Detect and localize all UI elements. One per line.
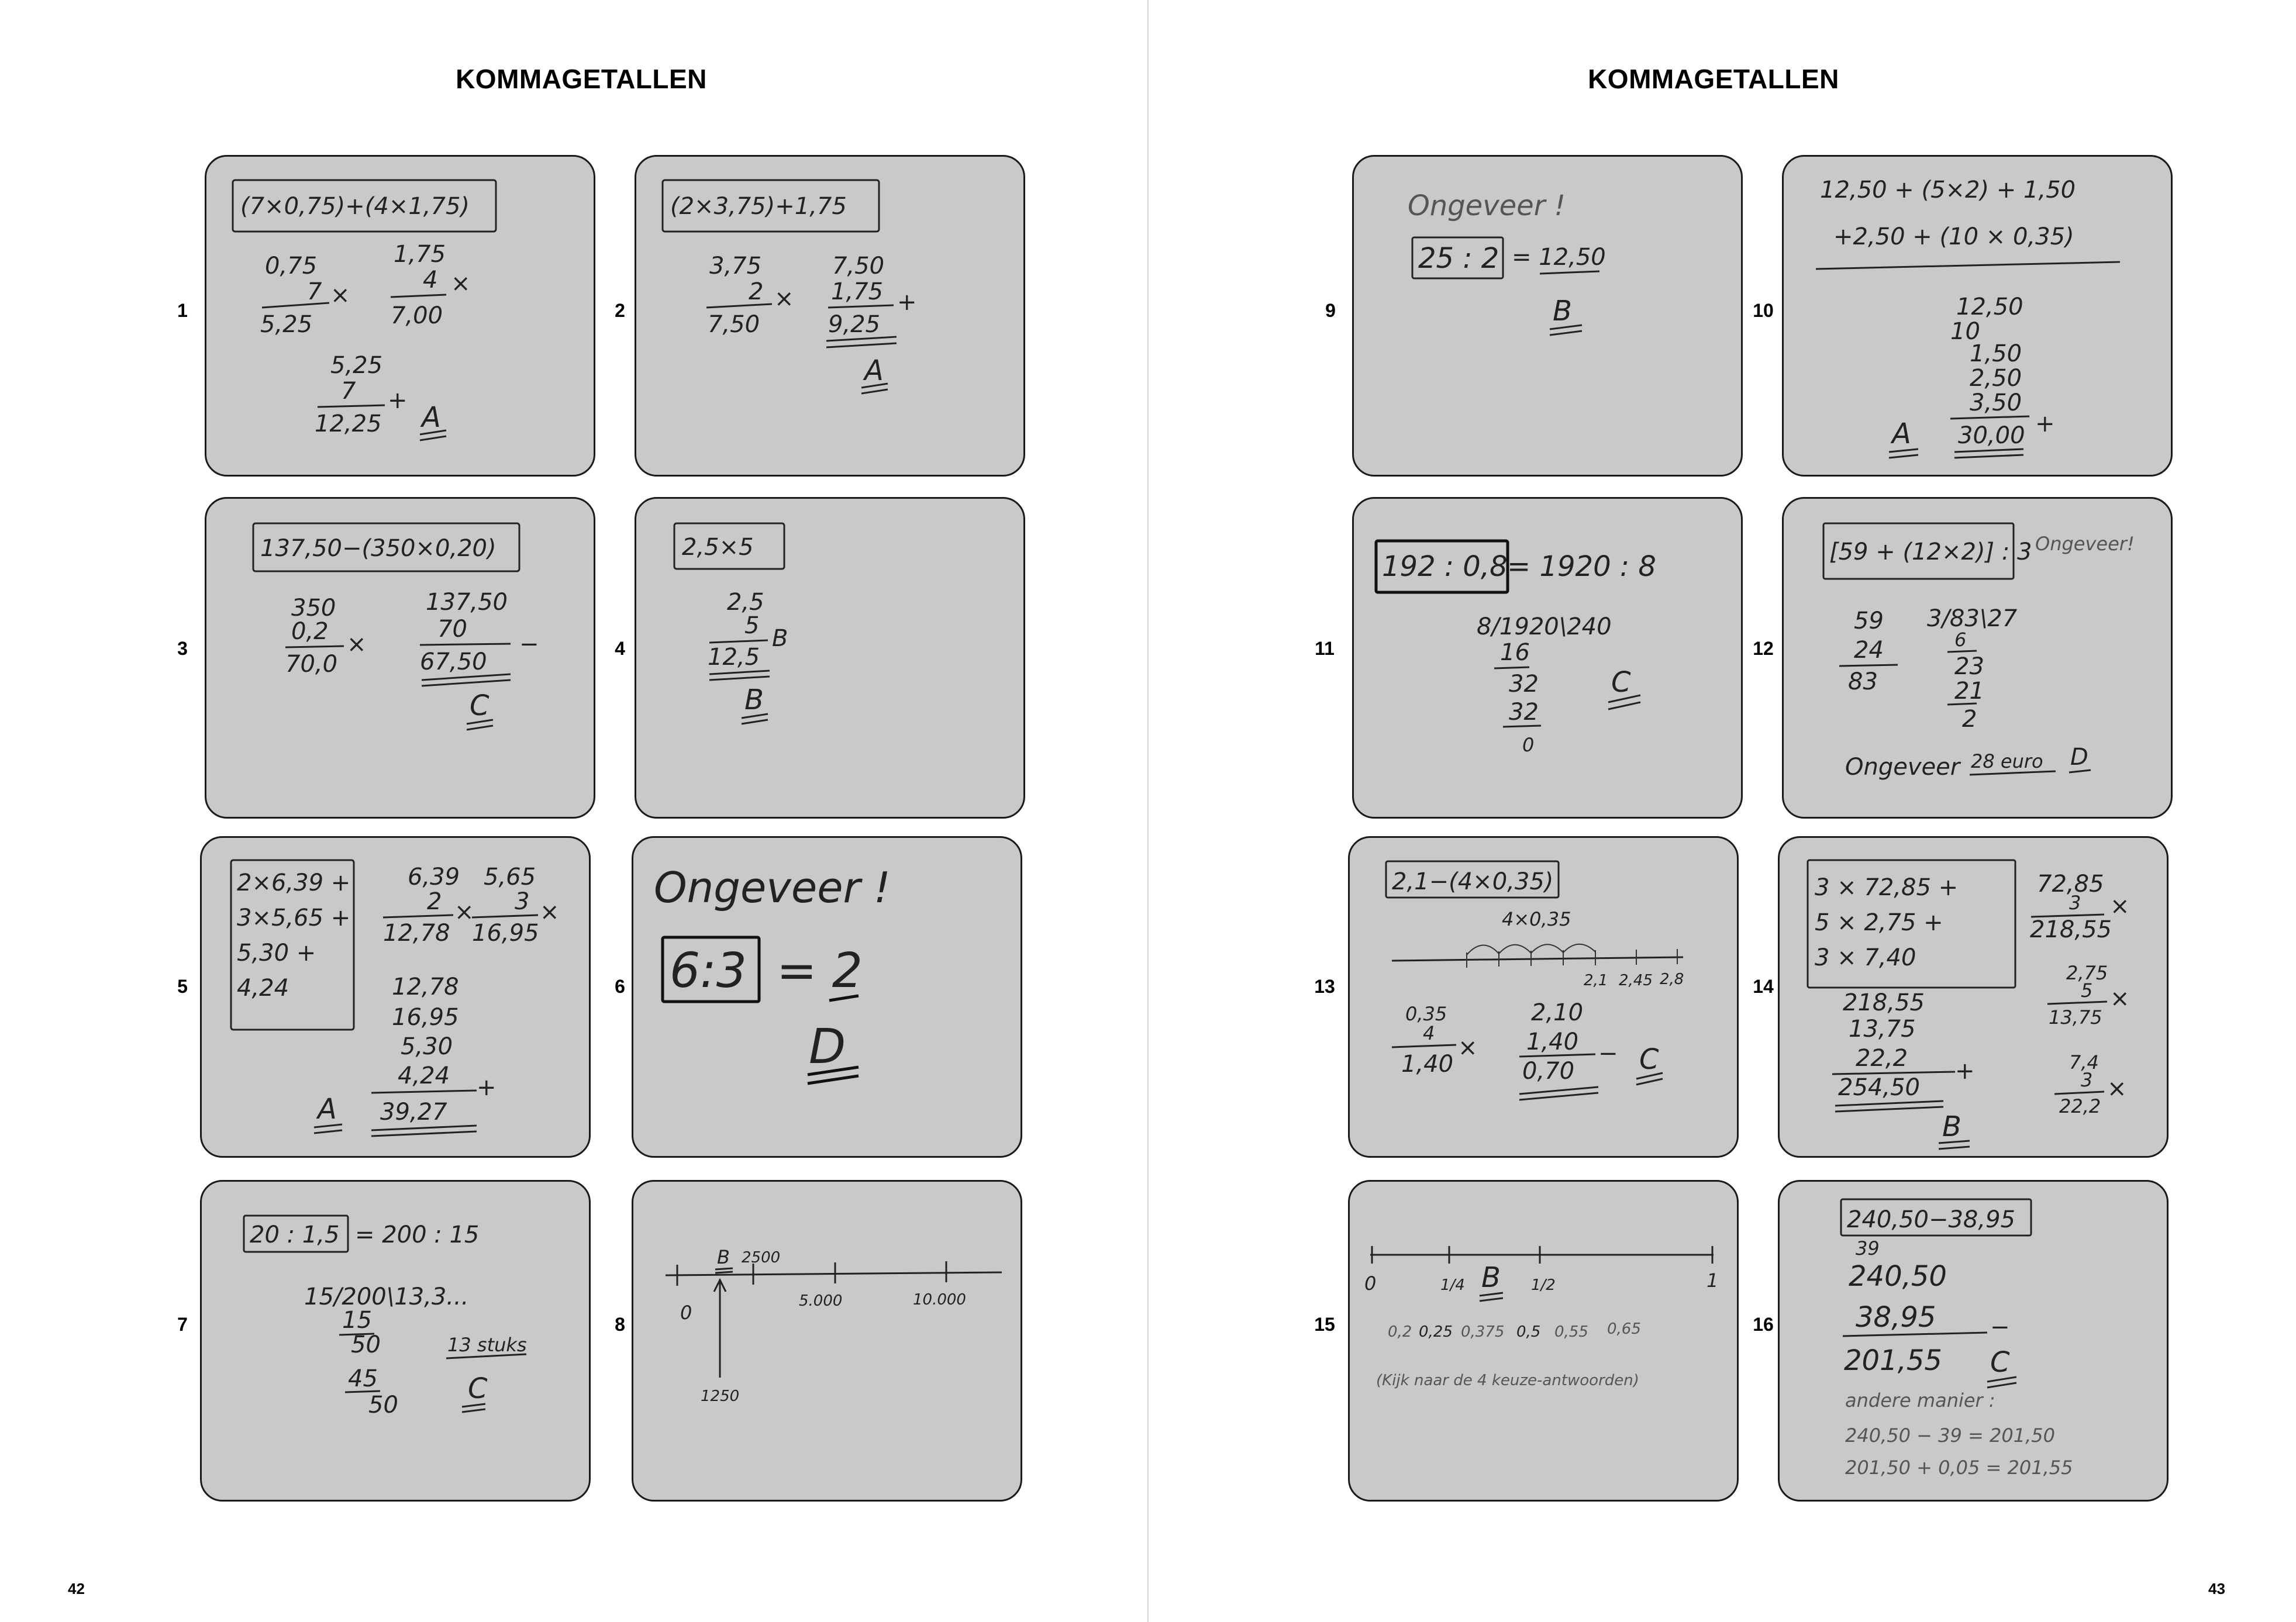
answer-letter: C bbox=[468, 1372, 488, 1405]
svg-text:×: × bbox=[451, 270, 471, 297]
svg-text:5.000: 5.000 bbox=[799, 1292, 843, 1310]
svg-text:Ongeveer: Ongeveer bbox=[1845, 754, 1960, 781]
svg-text:1,50: 1,50 bbox=[1970, 340, 2022, 367]
svg-text:= 200 : 15: = 200 : 15 bbox=[355, 1221, 480, 1248]
card-6-expression: 6:3 bbox=[670, 943, 747, 999]
svg-text:0,65: 0,65 bbox=[1607, 1320, 1641, 1338]
card-16 bbox=[1778, 1180, 2169, 1502]
svg-text:10.000: 10.000 bbox=[913, 1291, 966, 1309]
svg-text:0,35: 0,35 bbox=[1405, 1003, 1447, 1025]
svg-text:201,50 + 0,05 = 201,55: 201,50 + 0,05 = 201,55 bbox=[1845, 1457, 2073, 1479]
svg-text:201,55: 201,55 bbox=[1844, 1344, 1942, 1377]
svg-text:0,375: 0,375 bbox=[1461, 1323, 1505, 1341]
svg-text:×: × bbox=[774, 285, 794, 312]
card-3-expression: 137,50−(350×0,20) bbox=[260, 535, 497, 562]
svg-text:12,50: 12,50 bbox=[1956, 294, 2023, 320]
card-number: 9 bbox=[1325, 300, 1336, 321]
svg-text:8/1920\240: 8/1920\240 bbox=[1477, 613, 1612, 640]
svg-text:−: − bbox=[519, 631, 539, 658]
page-title-right: KOMMAGETALLEN bbox=[1588, 64, 1839, 94]
svg-text:5,25: 5,25 bbox=[260, 311, 313, 338]
answer-letter: B bbox=[1553, 295, 1572, 327]
answer-letter: C bbox=[1990, 1346, 2010, 1379]
svg-text:+2,50 + (10 × 0,35): +2,50 + (10 × 0,35) bbox=[1833, 223, 2074, 250]
svg-text:×: × bbox=[2107, 1075, 2127, 1102]
card-7-expression: 20 : 1,5 bbox=[250, 1221, 340, 1248]
svg-text:+: + bbox=[477, 1074, 497, 1101]
svg-text:5,30: 5,30 bbox=[401, 1033, 453, 1060]
card-number: 4 bbox=[615, 638, 625, 659]
answer-letter: A bbox=[1892, 417, 1911, 450]
svg-text:3: 3 bbox=[515, 888, 530, 915]
card-6 bbox=[632, 836, 1022, 1158]
svg-text:39,27: 39,27 bbox=[380, 1099, 447, 1126]
svg-text:3/83\27: 3/83\27 bbox=[1927, 605, 2018, 632]
svg-text:−: − bbox=[1990, 1314, 2010, 1341]
svg-text:15: 15 bbox=[342, 1307, 372, 1334]
svg-text:72,85: 72,85 bbox=[2037, 871, 2104, 898]
svg-text:7: 7 bbox=[307, 278, 322, 305]
svg-text:32: 32 bbox=[1509, 699, 1539, 726]
svg-text:4: 4 bbox=[1423, 1022, 1435, 1044]
card-number: 7 bbox=[177, 1314, 188, 1335]
svg-text:10: 10 bbox=[1950, 318, 1980, 345]
card-1 bbox=[205, 155, 595, 477]
svg-text:7,50: 7,50 bbox=[708, 311, 760, 338]
svg-text:70,0: 70,0 bbox=[285, 651, 338, 678]
answer-letter: D bbox=[2070, 744, 2088, 771]
svg-text:2,75: 2,75 bbox=[2066, 962, 2108, 984]
svg-text:240,50 − 39 = 201,50: 240,50 − 39 = 201,50 bbox=[1845, 1424, 2055, 1447]
card-number: 1 bbox=[177, 300, 188, 321]
svg-text:andere manier :: andere manier : bbox=[1845, 1389, 1995, 1412]
svg-text:0,5: 0,5 bbox=[1516, 1323, 1541, 1341]
svg-text:3×5,65 +: 3×5,65 + bbox=[237, 905, 351, 931]
card-12-remark: Ongeveer! bbox=[2035, 533, 2135, 555]
svg-text:×: × bbox=[454, 899, 474, 926]
svg-text:12,5: 12,5 bbox=[708, 644, 760, 671]
card-4-expression: 2,5×5 bbox=[682, 534, 754, 561]
svg-text:50: 50 bbox=[351, 1331, 381, 1358]
svg-text:0,2: 0,2 bbox=[291, 618, 329, 645]
svg-text:2500: 2500 bbox=[742, 1249, 781, 1266]
answer-letter: C bbox=[470, 689, 489, 722]
svg-text:2: 2 bbox=[749, 278, 764, 305]
svg-text:3,75: 3,75 bbox=[709, 253, 762, 279]
svg-text:B: B bbox=[772, 625, 788, 652]
svg-text:24: 24 bbox=[1854, 637, 1884, 664]
card-number: 11 bbox=[1315, 638, 1335, 659]
card-15 bbox=[1348, 1180, 1739, 1502]
card-10-expression: 12,50 + (5×2) + 1,50 bbox=[1820, 177, 2076, 203]
svg-text:1250: 1250 bbox=[701, 1388, 740, 1405]
card-13-expression: 2,1−(4×0,35) bbox=[1392, 868, 1554, 895]
answer-letter: A bbox=[422, 401, 441, 434]
svg-text:240,50: 240,50 bbox=[1849, 1260, 1947, 1293]
svg-text:22,2: 22,2 bbox=[2059, 1095, 2101, 1117]
svg-text:0,55: 0,55 bbox=[1554, 1323, 1588, 1341]
svg-text:13 stuks: 13 stuks bbox=[447, 1334, 527, 1356]
svg-text:+: + bbox=[2035, 410, 2055, 437]
svg-text:7,00: 7,00 bbox=[391, 302, 443, 329]
answer-letter: C bbox=[1611, 666, 1631, 699]
card-number: 14 bbox=[1753, 976, 1774, 997]
svg-text:39: 39 bbox=[1856, 1237, 1880, 1259]
svg-text:1/2: 1/2 bbox=[1531, 1276, 1556, 1294]
answer-letter: D bbox=[809, 1019, 846, 1075]
card-9 bbox=[1352, 155, 1743, 477]
card-number: 6 bbox=[615, 976, 625, 997]
svg-text:2: 2 bbox=[1962, 706, 1977, 733]
svg-text:67,50: 67,50 bbox=[420, 648, 487, 675]
card-11 bbox=[1352, 497, 1743, 819]
svg-text:28 euro: 28 euro bbox=[1971, 750, 2043, 772]
svg-text:45: 45 bbox=[348, 1365, 378, 1392]
svg-text:+: + bbox=[897, 289, 917, 316]
svg-text:83: 83 bbox=[1848, 668, 1878, 695]
svg-text:32: 32 bbox=[1509, 671, 1539, 698]
svg-text:1,75: 1,75 bbox=[831, 278, 884, 305]
svg-text:23: 23 bbox=[1954, 653, 1984, 680]
page-title-left: KOMMAGETALLEN bbox=[456, 64, 707, 94]
card-11-expression: 192 : 0,8 bbox=[1382, 550, 1508, 583]
card-14 bbox=[1778, 836, 2169, 1158]
card-6-remark: Ongeveer ! bbox=[654, 863, 891, 912]
answer-letter: B bbox=[744, 684, 764, 716]
card-14-expression: 3 × 72,85 + bbox=[1815, 874, 1959, 901]
svg-text:30,00: 30,00 bbox=[1958, 422, 2025, 449]
svg-text:3 × 7,40: 3 × 7,40 bbox=[1815, 944, 1916, 971]
svg-text:1,40: 1,40 bbox=[1401, 1051, 1454, 1078]
card-10 bbox=[1782, 155, 2173, 477]
svg-text:2: 2 bbox=[427, 888, 442, 915]
svg-text:4,24: 4,24 bbox=[237, 975, 289, 1002]
svg-text:16,95: 16,95 bbox=[472, 920, 539, 947]
svg-text:= 1920 : 8: = 1920 : 8 bbox=[1507, 550, 1656, 583]
svg-text:0: 0 bbox=[680, 1302, 692, 1324]
svg-text:7,50: 7,50 bbox=[832, 253, 885, 279]
svg-text:2,10: 2,10 bbox=[1531, 999, 1584, 1026]
svg-text:21: 21 bbox=[1954, 678, 1984, 705]
card-2 bbox=[635, 155, 1025, 477]
card-16-expression: 240,50−38,95 bbox=[1847, 1206, 2015, 1233]
svg-text:+: + bbox=[388, 387, 408, 414]
svg-text:3: 3 bbox=[2069, 892, 2081, 914]
card-7 bbox=[200, 1180, 591, 1502]
svg-text:1,75: 1,75 bbox=[394, 241, 446, 268]
page-number-left: 42 bbox=[68, 1580, 85, 1597]
answer-letter: B bbox=[717, 1246, 730, 1268]
svg-text:4×0,35: 4×0,35 bbox=[1502, 908, 1571, 930]
svg-text:−: − bbox=[1598, 1040, 1618, 1067]
svg-text:1: 1 bbox=[1707, 1269, 1719, 1292]
svg-text:2,8: 2,8 bbox=[1660, 971, 1684, 988]
svg-text:70: 70 bbox=[437, 616, 467, 643]
svg-text:7: 7 bbox=[341, 378, 356, 405]
svg-text:2,5: 2,5 bbox=[727, 589, 764, 616]
card-12-expression: [59 + (12×2)] : 3 bbox=[1829, 539, 2032, 565]
svg-text:5 × 2,75 +: 5 × 2,75 + bbox=[1815, 909, 1943, 936]
card-5-expression: 2×6,39 + bbox=[237, 869, 351, 896]
svg-text:0: 0 bbox=[1364, 1272, 1377, 1295]
svg-text:3: 3 bbox=[2081, 1069, 2093, 1091]
card-number: 8 bbox=[615, 1314, 625, 1335]
svg-text:12,78: 12,78 bbox=[383, 920, 450, 947]
svg-text:3,50: 3,50 bbox=[1970, 389, 2022, 416]
svg-text:0,2: 0,2 bbox=[1388, 1323, 1412, 1341]
svg-text:1,40: 1,40 bbox=[1526, 1029, 1579, 1055]
svg-text:2,1: 2,1 bbox=[1584, 972, 1608, 989]
answer-letter: B bbox=[1481, 1261, 1501, 1294]
svg-text:5,65: 5,65 bbox=[484, 864, 536, 891]
svg-text:5,30 +: 5,30 + bbox=[237, 940, 316, 967]
svg-text:218,55: 218,55 bbox=[2030, 916, 2112, 943]
card-9-remark: Ongeveer ! bbox=[1408, 189, 1566, 222]
card-1-expression: (7×0,75)+(4×1,75) bbox=[240, 193, 470, 220]
svg-text:4: 4 bbox=[423, 267, 438, 294]
svg-text:15/200\13,3...: 15/200\13,3... bbox=[304, 1283, 469, 1310]
svg-text:+: + bbox=[1955, 1058, 1975, 1085]
svg-text:6: 6 bbox=[1954, 629, 1967, 651]
svg-text:12,78: 12,78 bbox=[392, 974, 459, 1000]
svg-text:6,39: 6,39 bbox=[408, 864, 460, 891]
svg-text:16: 16 bbox=[1500, 639, 1530, 666]
spread-divider bbox=[1147, 0, 1149, 1622]
card-number: 15 bbox=[1314, 1314, 1335, 1335]
svg-text:9,25: 9,25 bbox=[828, 311, 881, 338]
svg-text:0: 0 bbox=[1522, 734, 1535, 756]
svg-text:1/4: 1/4 bbox=[1440, 1276, 1465, 1294]
card-number: 5 bbox=[177, 976, 188, 997]
page-number-right: 43 bbox=[2208, 1580, 2225, 1597]
svg-text:218,55: 218,55 bbox=[1843, 989, 1925, 1016]
svg-text:137,50: 137,50 bbox=[426, 589, 508, 616]
svg-text:×: × bbox=[2110, 893, 2130, 920]
svg-text:38,95: 38,95 bbox=[1856, 1301, 1936, 1334]
answer-letter: C bbox=[1639, 1043, 1659, 1076]
svg-text:5,25: 5,25 bbox=[330, 352, 383, 379]
card-2-expression: (2×3,75)+1,75 bbox=[670, 193, 847, 220]
answer-letter: A bbox=[318, 1093, 337, 1126]
card-number: 13 bbox=[1314, 976, 1335, 997]
answer-letter: B bbox=[1942, 1110, 1961, 1143]
svg-text:13,75: 13,75 bbox=[2049, 1006, 2102, 1029]
svg-text:22,2: 22,2 bbox=[1856, 1045, 1908, 1072]
svg-text:0,25: 0,25 bbox=[1419, 1323, 1453, 1341]
svg-text:254,50: 254,50 bbox=[1838, 1074, 1920, 1101]
card-number: 12 bbox=[1753, 638, 1774, 659]
svg-text:50: 50 bbox=[368, 1392, 398, 1419]
card-number: 3 bbox=[177, 638, 188, 659]
card-number: 16 bbox=[1753, 1314, 1774, 1335]
svg-text:16,95: 16,95 bbox=[392, 1004, 459, 1031]
card-9-expression: 25 : 2 bbox=[1418, 242, 1499, 275]
svg-text:×: × bbox=[540, 899, 560, 926]
svg-text:×: × bbox=[347, 631, 367, 658]
card-12 bbox=[1782, 497, 2173, 819]
card-8 bbox=[632, 1180, 1022, 1502]
svg-text:4,24: 4,24 bbox=[398, 1062, 450, 1089]
svg-text:2,50: 2,50 bbox=[1970, 365, 2022, 392]
svg-text:×: × bbox=[1458, 1034, 1478, 1061]
svg-text:59: 59 bbox=[1854, 608, 1884, 634]
svg-text:0,75: 0,75 bbox=[265, 253, 318, 279]
card-3 bbox=[205, 497, 595, 819]
card-13 bbox=[1348, 836, 1739, 1158]
svg-text:7,4: 7,4 bbox=[2069, 1051, 2099, 1074]
answer-letter: A bbox=[864, 354, 884, 387]
svg-text:350: 350 bbox=[291, 595, 336, 622]
svg-text:12,25: 12,25 bbox=[315, 410, 382, 437]
svg-text:= 12,50: = 12,50 bbox=[1512, 244, 1606, 271]
card-5 bbox=[200, 836, 591, 1158]
svg-text:(Kijk naar de 4 keuze-antwoord: (Kijk naar de 4 keuze-antwoorden) bbox=[1376, 1372, 1639, 1389]
svg-text:= 2: = 2 bbox=[777, 943, 863, 999]
card-number: 2 bbox=[615, 300, 625, 321]
svg-text:0,70: 0,70 bbox=[1522, 1058, 1575, 1085]
svg-text:×: × bbox=[2110, 985, 2130, 1012]
svg-text:×: × bbox=[330, 282, 350, 309]
svg-text:2,45: 2,45 bbox=[1619, 972, 1653, 989]
card-number: 10 bbox=[1753, 300, 1774, 321]
svg-text:5: 5 bbox=[744, 612, 760, 639]
card-4 bbox=[635, 497, 1025, 819]
svg-text:13,75: 13,75 bbox=[1849, 1016, 1916, 1043]
svg-text:5: 5 bbox=[2081, 979, 2093, 1002]
